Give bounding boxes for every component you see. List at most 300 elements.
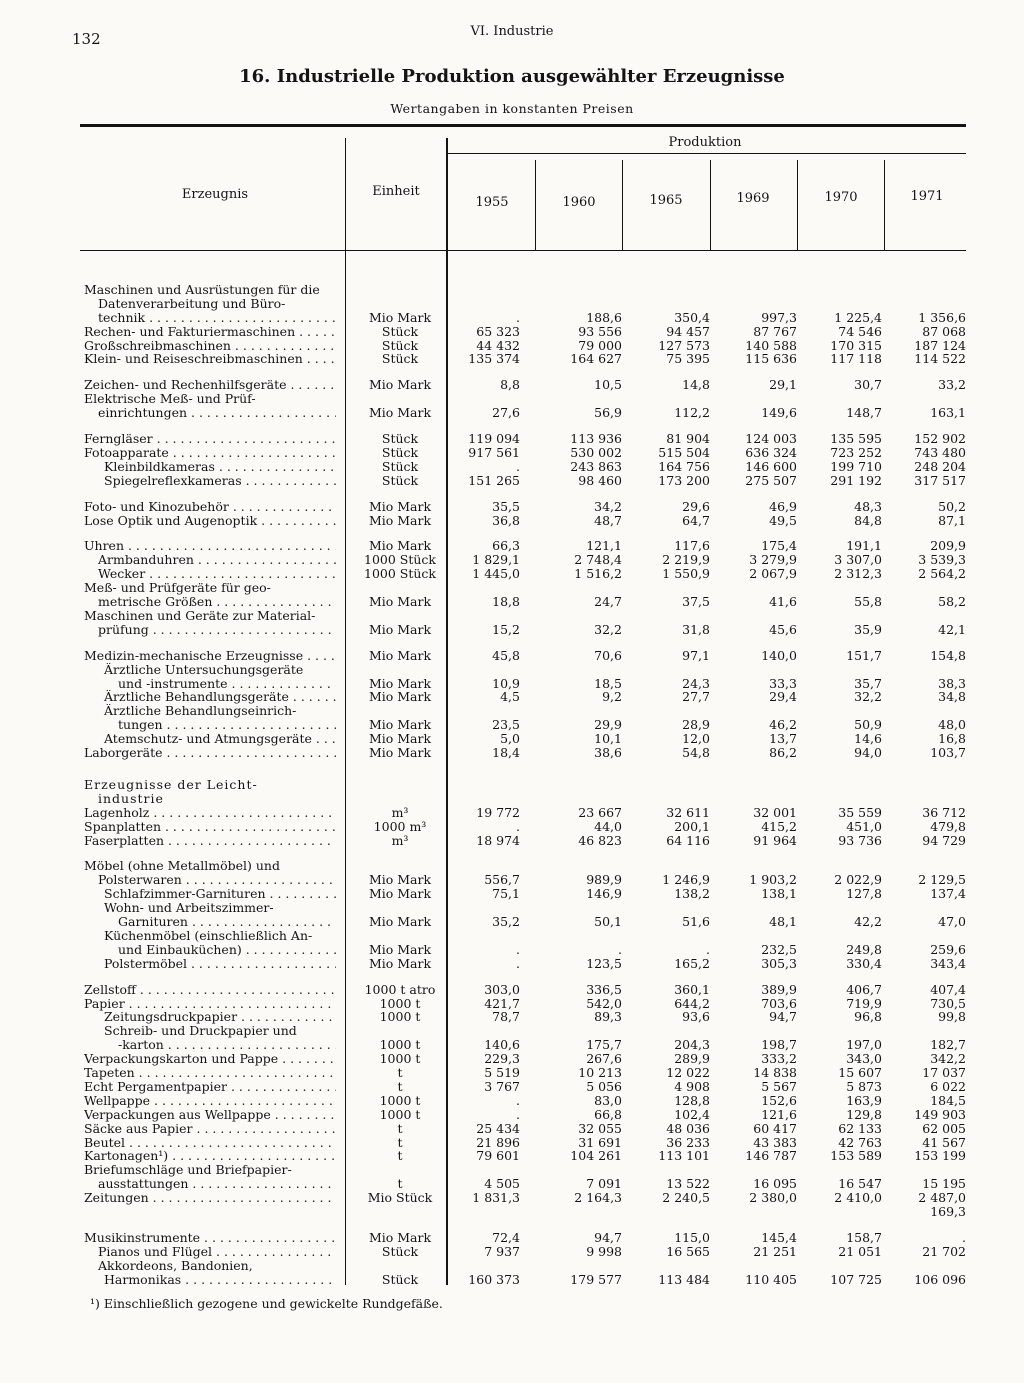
table-row <box>0 834 1024 848</box>
cell-1969: 21 251 <box>753 1244 797 1259</box>
cell-1955: 18,8 <box>492 594 520 609</box>
row-unit: t <box>397 1176 403 1191</box>
row-unit: 1000 t <box>379 1107 421 1122</box>
cell-1965: 14,8 <box>682 377 710 392</box>
row-label: Papier . . . <box>84 997 336 1011</box>
row-label: Küchenmöbel (einschließlich An- <box>104 929 313 943</box>
cell-1969: 94,7 <box>769 1009 797 1024</box>
row-label: Atemschutz- und Atmungsgeräte . . . <box>84 732 336 746</box>
cell-1971: 62 005 <box>922 1121 966 1136</box>
table-row <box>0 446 1024 460</box>
row-unit: Stück <box>381 324 419 339</box>
cell-1971: 209,9 <box>930 538 966 553</box>
row-unit: Stück <box>381 338 419 353</box>
row-unit: m³ <box>391 833 409 848</box>
cell-1965: 113 101 <box>658 1148 710 1163</box>
cell-1971: 41 567 <box>922 1135 966 1150</box>
cell-1960: 9 998 <box>586 1244 622 1259</box>
table-row <box>0 1094 1024 1108</box>
row-unit: 1000 t atro <box>364 982 436 997</box>
row-label: Zeitungsdruckpapier . . . <box>84 1010 336 1024</box>
row-unit: Stück <box>381 1244 419 1259</box>
cell-1960: 7 091 <box>586 1176 622 1191</box>
table-row <box>0 514 1024 528</box>
cell-1960: . <box>618 942 622 957</box>
table-row <box>0 983 1024 997</box>
cell-1970: 74 546 <box>838 324 882 339</box>
row-unit: Stück <box>381 473 419 488</box>
cell-1955: 21 896 <box>476 1135 520 1150</box>
row-unit: 1000 t <box>379 1037 421 1052</box>
cell-1970: 21 051 <box>838 1244 882 1259</box>
cell-1960: 32,2 <box>594 622 622 637</box>
cell-1960: 9,2 <box>602 689 622 704</box>
table-row <box>0 746 1024 760</box>
cell-1955: 135 374 <box>468 351 520 366</box>
cell-1970: 249,8 <box>846 942 882 957</box>
table-row <box>0 957 1024 971</box>
cell-1969: 32 001 <box>753 805 797 820</box>
row-label: und Einbauküchen) . . . <box>84 943 336 957</box>
row-label: Wellpappe . . . <box>84 1094 336 1108</box>
cell-1955: 23,5 <box>492 717 520 732</box>
cell-1960: 34,2 <box>594 499 622 514</box>
table-row <box>0 1010 1024 1024</box>
cell-1969: 140 588 <box>745 338 797 353</box>
row-label: Lagenholz . . . <box>84 806 336 820</box>
cell-1970: 96,8 <box>854 1009 882 1024</box>
cell-1955: 1 445,0 <box>472 566 520 581</box>
table-row <box>0 392 1024 406</box>
cell-1969: 140,0 <box>761 648 797 663</box>
cell-1960: 989,9 <box>586 872 622 887</box>
cell-1955: . <box>516 1107 520 1122</box>
cell-1971: 743 480 <box>914 445 966 460</box>
row-label: Klein- und Reiseschreibmaschinen . . . <box>84 352 336 366</box>
cell-1965: 13 522 <box>666 1176 710 1191</box>
cell-1969: 46,9 <box>769 499 797 514</box>
row-label: industrie <box>98 792 164 806</box>
cell-1969: 29,1 <box>769 377 797 392</box>
row-unit: t <box>397 1148 403 1163</box>
table-row <box>0 649 1024 663</box>
cell-1955: 18,4 <box>492 745 520 760</box>
row-label: Polstermöbel . . . <box>84 957 336 971</box>
table-row <box>0 311 1024 325</box>
cell-1955: 35,2 <box>492 914 520 929</box>
cell-1960: 267,6 <box>586 1051 622 1066</box>
row-label: metrische Größen . . . <box>84 595 336 609</box>
cell-1970: 135 595 <box>830 431 882 446</box>
cell-1965: 127 573 <box>658 338 710 353</box>
cell-1971: 169,3 <box>930 1204 966 1219</box>
cell-1960: 164 627 <box>570 351 622 366</box>
cell-1969: 138,1 <box>761 886 797 901</box>
row-label: Schreib- und Druckpapier und <box>104 1024 297 1038</box>
cell-1955: 119 094 <box>468 431 520 446</box>
cell-1965: 37,5 <box>682 594 710 609</box>
cell-1971: 50,2 <box>938 499 966 514</box>
cell-1965: 515 504 <box>658 445 710 460</box>
cell-1969: 1 903,2 <box>749 872 797 887</box>
page-number: 132 <box>72 30 101 48</box>
cell-1955: . <box>516 942 520 957</box>
table-row <box>0 732 1024 746</box>
row-unit: Mio Mark <box>368 648 432 663</box>
row-label: Polsterwaren . . . <box>84 873 336 887</box>
row-label: Rechen- und Fakturiermaschinen . . . <box>84 325 336 339</box>
cell-1970: 48,3 <box>854 499 882 514</box>
cell-1955: 229,3 <box>484 1051 520 1066</box>
cell-1969: 146 600 <box>745 459 797 474</box>
row-label: Kartonagen¹) . . . <box>84 1149 336 1163</box>
table-row <box>0 474 1024 488</box>
row-label: Zeitungen . . . <box>84 1191 336 1205</box>
table-row <box>0 460 1024 474</box>
cell-1955: 66,3 <box>492 538 520 553</box>
cell-1971: 184,5 <box>930 1093 966 1108</box>
cell-1960: 121,1 <box>586 538 622 553</box>
row-label: Maschinen und Ausrüstungen für die <box>84 283 320 297</box>
table-row <box>0 378 1024 392</box>
cell-1970: 1 225,4 <box>834 310 882 325</box>
cell-1960: 113 936 <box>570 431 622 446</box>
cell-1960: 79 000 <box>578 338 622 353</box>
cell-1969: 415,2 <box>761 819 797 834</box>
table-row <box>0 1191 1024 1205</box>
row-label: tungen . . . <box>84 718 336 732</box>
cell-1955: 556,7 <box>484 872 520 887</box>
table-row <box>0 500 1024 514</box>
row-label: Garnituren . . . <box>84 915 336 929</box>
cell-1969: 29,4 <box>769 689 797 704</box>
cell-1971: 16,8 <box>938 731 966 746</box>
cell-1960: 24,7 <box>594 594 622 609</box>
row-label: technik . . . <box>84 311 336 325</box>
row-unit: Mio Mark <box>368 689 432 704</box>
cell-1969: 49,5 <box>769 513 797 528</box>
header-product: Erzeugnis <box>181 187 249 202</box>
header-unit: Einheit <box>372 184 420 199</box>
cell-1969: 703,6 <box>761 996 797 1011</box>
table-row <box>0 1038 1024 1052</box>
row-label: Spiegelreflexkameras . . . <box>84 474 336 488</box>
production-rule <box>448 153 966 154</box>
cell-1955: 65 323 <box>476 324 520 339</box>
column-rule-1965 <box>622 160 623 250</box>
row-label: Lose Optik und Augenoptik . . . <box>84 514 336 528</box>
cell-1970: 35,9 <box>854 622 882 637</box>
table-row <box>0 792 1024 806</box>
cell-1971: 38,3 <box>938 676 966 691</box>
cell-1970: 406,7 <box>846 982 882 997</box>
row-label: Faserplatten . . . <box>84 834 336 848</box>
cell-1955: 79 601 <box>476 1148 520 1163</box>
cell-1965: 2 240,5 <box>662 1190 710 1205</box>
header-year-1965: 1965 <box>649 193 683 208</box>
cell-1960: 5 056 <box>586 1079 622 1094</box>
cell-1970: 163,9 <box>846 1093 882 1108</box>
cell-1960: 23 667 <box>578 805 622 820</box>
cell-1970: 343,0 <box>846 1051 882 1066</box>
cell-1955: 15,2 <box>492 622 520 637</box>
row-label: Verpackungen aus Wellpappe . . . <box>84 1108 336 1122</box>
cell-1955: 36,8 <box>492 513 520 528</box>
cell-1965: 64 116 <box>666 833 710 848</box>
cell-1960: 31 691 <box>578 1135 622 1150</box>
cell-1965: 94 457 <box>666 324 710 339</box>
cell-1970: 199 710 <box>830 459 882 474</box>
footnote: ¹) Einschließlich gezogene und gewickelte Rundgefäße. <box>90 1296 443 1311</box>
header-year-1960: 1960 <box>562 195 596 210</box>
cell-1970: 84,8 <box>854 513 882 528</box>
row-unit: Stück <box>381 431 419 446</box>
cell-1965: 28,9 <box>682 717 710 732</box>
table-row <box>0 1080 1024 1094</box>
row-label: Ferngläser . . . <box>84 432 336 446</box>
cell-1955: . <box>516 819 520 834</box>
cell-1969: 121,6 <box>761 1107 797 1122</box>
table-row <box>0 873 1024 887</box>
row-label: Möbel (ohne Metallmöbel) und <box>84 859 280 873</box>
cell-1955: 25 434 <box>476 1121 520 1136</box>
cell-1969: 91 964 <box>753 833 797 848</box>
table-row <box>0 1273 1024 1287</box>
cell-1965: 36 233 <box>666 1135 710 1150</box>
cell-1955: . <box>516 459 520 474</box>
cell-1955: 72,4 <box>492 1230 520 1245</box>
cell-1965: 102,4 <box>674 1107 710 1122</box>
cell-1970: 2 312,3 <box>834 566 882 581</box>
cell-1969: 2 067,9 <box>749 566 797 581</box>
cell-1965: 165,2 <box>674 956 710 971</box>
cell-1960: 1 516,2 <box>574 566 622 581</box>
row-label: Spanplatten . . . <box>84 820 336 834</box>
header-year-1955: 1955 <box>475 195 509 210</box>
cell-1969: 86,2 <box>769 745 797 760</box>
table-row <box>0 915 1024 929</box>
cell-1960: 10 213 <box>578 1065 622 1080</box>
row-label: Laborgeräte . . . <box>84 746 336 760</box>
cell-1955: 7 937 <box>484 1244 520 1259</box>
table-row <box>0 820 1024 834</box>
cell-1965: 24,3 <box>682 676 710 691</box>
cell-1965: 113 484 <box>658 1272 710 1287</box>
cell-1960: 38,6 <box>594 745 622 760</box>
cell-1971: 317 517 <box>914 473 966 488</box>
row-label: und -instrumente . . . <box>84 677 336 691</box>
cell-1971: 730,5 <box>930 996 966 1011</box>
table-row <box>0 663 1024 677</box>
table-row <box>0 929 1024 943</box>
table-row <box>0 352 1024 366</box>
cell-1965: . <box>706 942 710 957</box>
cell-1960: 56,9 <box>594 405 622 420</box>
row-unit: Mio Mark <box>368 513 432 528</box>
table-row <box>0 609 1024 623</box>
cell-1971: 47,0 <box>938 914 966 929</box>
row-label: Großschreibmaschinen . . . <box>84 339 336 353</box>
cell-1969: 146 787 <box>745 1148 797 1163</box>
cell-1969: 60 417 <box>753 1121 797 1136</box>
cell-1970: 42,2 <box>854 914 882 929</box>
cell-1969: 87 767 <box>753 324 797 339</box>
row-label: Wecker . . . <box>84 567 336 581</box>
cell-1969: 48,1 <box>769 914 797 929</box>
cell-1960: 89,3 <box>594 1009 622 1024</box>
cell-1965: 112,2 <box>674 405 710 420</box>
table-row <box>0 1149 1024 1163</box>
cell-1971: 2 129,5 <box>918 872 966 887</box>
cell-1971: 6 022 <box>930 1079 966 1094</box>
cell-1960: 18,5 <box>594 676 622 691</box>
cell-1969: 33,3 <box>769 676 797 691</box>
cell-1971: 15 195 <box>922 1176 966 1191</box>
cell-1955: 1 829,1 <box>472 552 520 567</box>
table-row <box>0 553 1024 567</box>
cell-1960: 179 577 <box>570 1272 622 1287</box>
row-label: Ärztliche Behandlungseinrich- <box>104 704 297 718</box>
cell-1970: 93 736 <box>838 833 882 848</box>
cell-1970: 291 192 <box>830 473 882 488</box>
row-unit: t <box>397 1121 403 1136</box>
row-label: Armbanduhren . . . <box>84 553 336 567</box>
table-row <box>0 1259 1024 1273</box>
cell-1955: 421,7 <box>484 996 520 1011</box>
cell-1969: 124 003 <box>745 431 797 446</box>
cell-1955: 35,5 <box>492 499 520 514</box>
cell-1970: 170 315 <box>830 338 882 353</box>
row-unit: Stück <box>381 459 419 474</box>
cell-1971: 1 356,6 <box>918 310 966 325</box>
cell-1965: 200,1 <box>674 819 710 834</box>
cell-1955: 140,6 <box>484 1037 520 1052</box>
cell-1955: 78,7 <box>492 1009 520 1024</box>
cell-1970: 151,7 <box>846 648 882 663</box>
cell-1969: 636 324 <box>745 445 797 460</box>
cell-1965: 1 550,9 <box>662 566 710 581</box>
cell-1970: 62 133 <box>838 1121 882 1136</box>
cell-1955: . <box>516 956 520 971</box>
cell-1960: 123,5 <box>586 956 622 971</box>
cell-1971: 48,0 <box>938 717 966 732</box>
cell-1955: 19 772 <box>476 805 520 820</box>
cell-1955: 45,8 <box>492 648 520 663</box>
cell-1955: 27,6 <box>492 405 520 420</box>
header-year-1970: 1970 <box>824 190 858 205</box>
cell-1971: 2 564,2 <box>918 566 966 581</box>
cell-1970: 148,7 <box>846 405 882 420</box>
cell-1971: 182,7 <box>930 1037 966 1052</box>
cell-1970: 2 022,9 <box>834 872 882 887</box>
table-row <box>0 704 1024 718</box>
cell-1960: 66,8 <box>594 1107 622 1122</box>
row-label: Briefumschläge und Briefpapier- <box>84 1163 292 1177</box>
row-unit: 1000 t <box>379 996 421 1011</box>
cell-1965: 117,6 <box>674 538 710 553</box>
cell-1970: 330,4 <box>846 956 882 971</box>
cell-1960: 2 748,4 <box>574 552 622 567</box>
cell-1965: 115,0 <box>674 1230 710 1245</box>
cell-1971: 17 037 <box>922 1065 966 1080</box>
cell-1970: 55,8 <box>854 594 882 609</box>
cell-1965: 644,2 <box>674 996 710 1011</box>
table-row <box>0 1122 1024 1136</box>
row-label: Meß- und Prüfgeräte für geo- <box>84 581 271 595</box>
cell-1971: 149 903 <box>914 1107 966 1122</box>
cell-1970: 16 547 <box>838 1176 882 1191</box>
cell-1965: 12,0 <box>682 731 710 746</box>
cell-1955: . <box>516 310 520 325</box>
cell-1970: 719,9 <box>846 996 882 1011</box>
row-unit: m³ <box>391 805 409 820</box>
cell-1955: 1 831,3 <box>472 1190 520 1205</box>
cell-1970: 30,7 <box>854 377 882 392</box>
cell-1965: 64,7 <box>682 513 710 528</box>
row-unit: Mio Mark <box>368 377 432 392</box>
table-row <box>0 297 1024 311</box>
row-label: Uhren . . . <box>84 539 336 553</box>
cell-1965: 1 246,9 <box>662 872 710 887</box>
table-row <box>0 1024 1024 1038</box>
cell-1965: 128,8 <box>674 1093 710 1108</box>
table-subtitle: Wertangaben in konstanten Preisen <box>390 101 634 116</box>
table-row <box>0 887 1024 901</box>
cell-1969: 232,5 <box>761 942 797 957</box>
cell-1960: 48,7 <box>594 513 622 528</box>
cell-1970: 32,2 <box>854 689 882 704</box>
cell-1971: 137,4 <box>930 886 966 901</box>
row-label: Verpackungskarton und Pappe . . . <box>84 1052 336 1066</box>
cell-1969: 389,9 <box>761 982 797 997</box>
cell-1955: . <box>516 1093 520 1108</box>
cell-1971: 33,2 <box>938 377 966 392</box>
cell-1970: 723 252 <box>830 445 882 460</box>
table-row <box>0 1177 1024 1191</box>
cell-1965: 164 756 <box>658 459 710 474</box>
table-row <box>0 595 1024 609</box>
cell-1965: 2 219,9 <box>662 552 710 567</box>
cell-1969: 16 095 <box>753 1176 797 1191</box>
row-label: Fotoapparate . . . <box>84 446 336 460</box>
cell-1965: 138,2 <box>674 886 710 901</box>
row-label: Ärztliche Untersuchungsgeräte <box>104 663 304 677</box>
cell-1969: 152,6 <box>761 1093 797 1108</box>
row-unit: 1000 Stück <box>364 552 436 567</box>
table-row <box>0 901 1024 915</box>
cell-1970: 153 589 <box>830 1148 882 1163</box>
row-unit: t <box>397 1079 403 1094</box>
header-bottom-rule <box>80 250 966 251</box>
column-rule-1969 <box>710 160 711 250</box>
row-unit: 1000 Stück <box>364 566 436 581</box>
row-label: Harmonikas . . . <box>84 1273 336 1287</box>
row-label: Beutel . . . <box>84 1136 336 1150</box>
cell-1970: 15 607 <box>838 1065 882 1080</box>
cell-1960: 530 002 <box>570 445 622 460</box>
row-label: Medizin-mechanische Erzeugnisse . . . <box>84 649 336 663</box>
cell-1969: 14 838 <box>753 1065 797 1080</box>
table-row <box>0 718 1024 732</box>
header-year-1971: 1971 <box>910 189 944 204</box>
row-unit: Mio Mark <box>368 538 432 553</box>
cell-1969: 45,6 <box>769 622 797 637</box>
cell-1969: 5 567 <box>761 1079 797 1094</box>
cell-1970: 117 118 <box>830 351 882 366</box>
cell-1960: 188,6 <box>586 310 622 325</box>
cell-1960: 542,0 <box>586 996 622 1011</box>
table-row <box>0 1163 1024 1177</box>
